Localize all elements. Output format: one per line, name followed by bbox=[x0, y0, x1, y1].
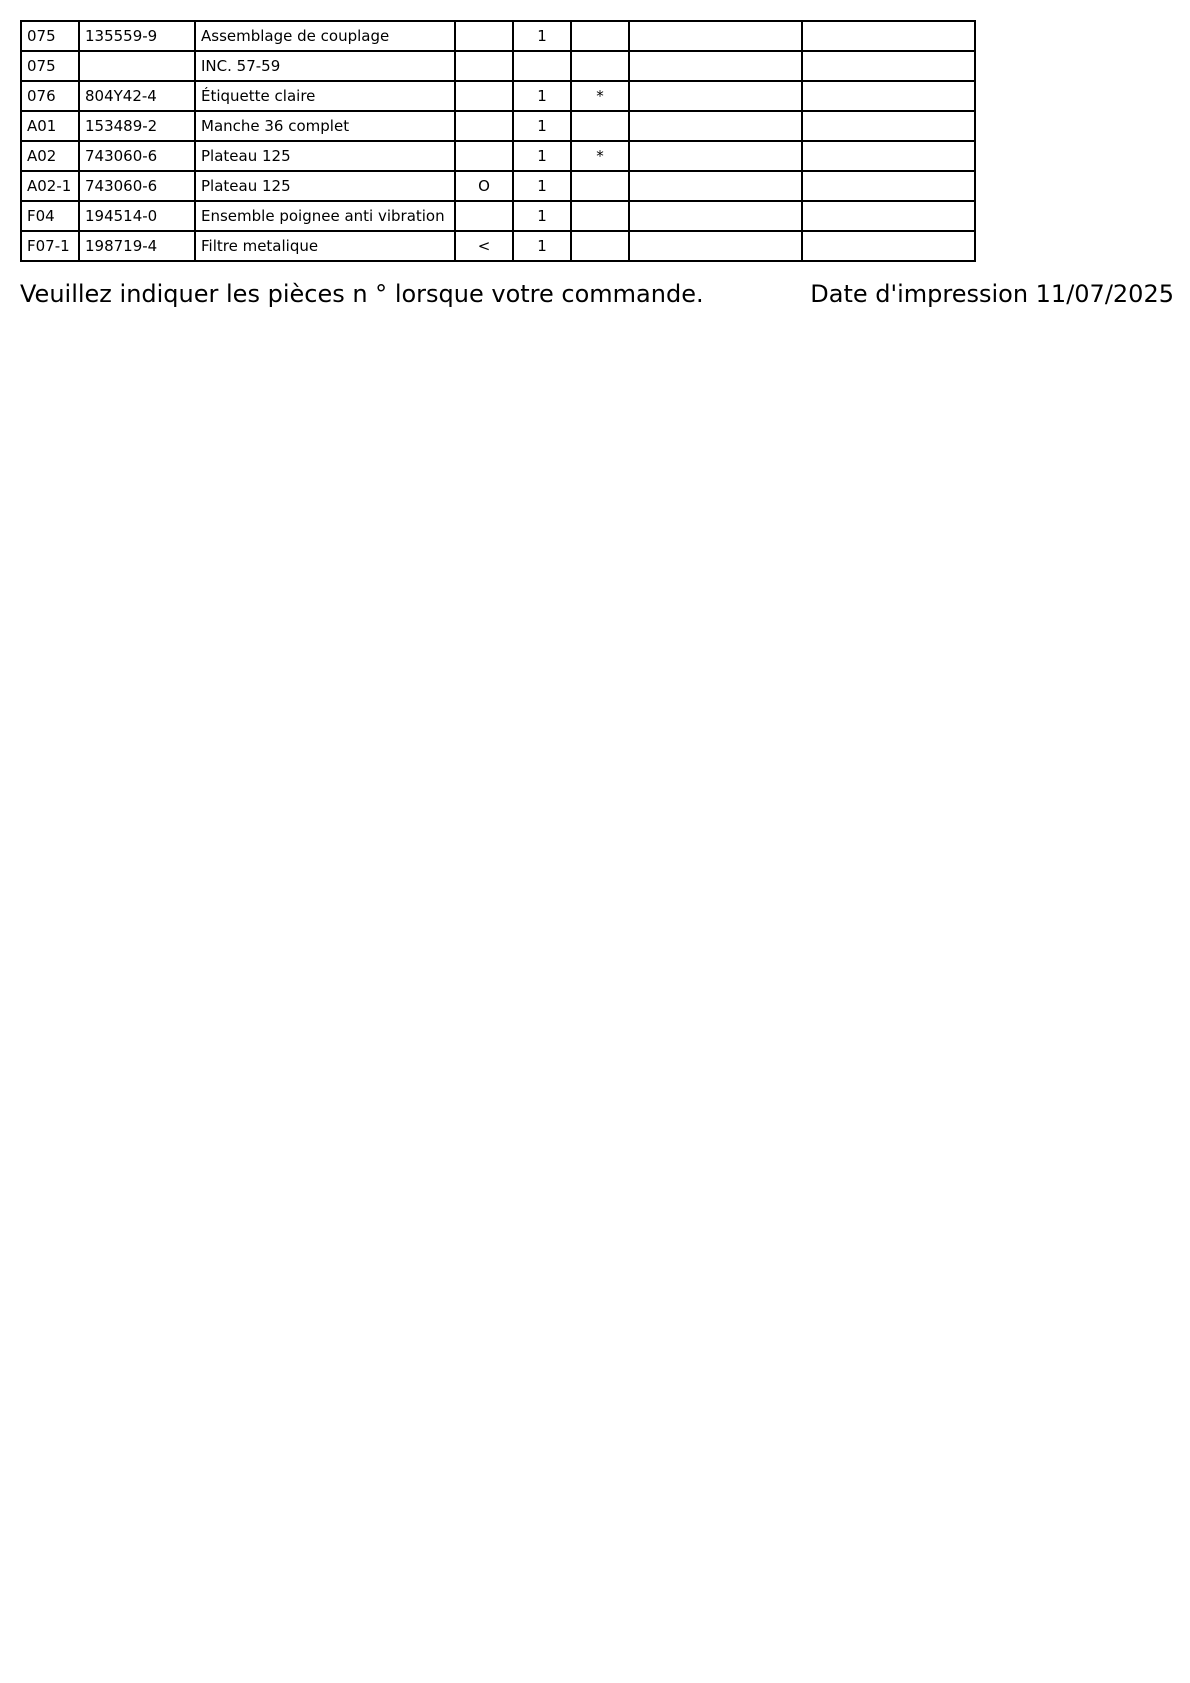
cell-note bbox=[571, 231, 629, 261]
cell-blank-2 bbox=[802, 201, 975, 231]
cell-mark bbox=[455, 201, 513, 231]
cell-quantity: 1 bbox=[513, 201, 571, 231]
cell-quantity: 1 bbox=[513, 111, 571, 141]
table-row bbox=[21, 51, 975, 81]
cell-ref: A01 bbox=[21, 111, 79, 141]
cell-part-number: 743060-6 bbox=[79, 171, 195, 201]
cell-part-number: 135559-9 bbox=[79, 21, 195, 51]
table-row bbox=[21, 111, 975, 141]
table-row bbox=[21, 141, 975, 171]
cell-blank-2 bbox=[802, 51, 975, 81]
cell-part-number: 743060-6 bbox=[79, 141, 195, 171]
cell-ref: 075 bbox=[21, 51, 79, 81]
cell-blank-2 bbox=[802, 111, 975, 141]
cell-quantity bbox=[513, 51, 571, 81]
parts-table-body bbox=[21, 21, 975, 261]
cell-mark bbox=[455, 21, 513, 51]
cell-description: INC. 57-59 bbox=[195, 51, 455, 81]
cell-description: Plateau 125 bbox=[195, 141, 455, 171]
cell-ref: F04 bbox=[21, 201, 79, 231]
cell-mark bbox=[455, 51, 513, 81]
cell-part-number: 198719-4 bbox=[79, 231, 195, 261]
parts-table bbox=[20, 20, 976, 262]
cell-note bbox=[571, 21, 629, 51]
cell-note bbox=[571, 111, 629, 141]
cell-ref: F07-1 bbox=[21, 231, 79, 261]
cell-description: Plateau 125 bbox=[195, 171, 455, 201]
cell-mark: O bbox=[455, 171, 513, 201]
cell-mark bbox=[455, 141, 513, 171]
cell-quantity: 1 bbox=[513, 231, 571, 261]
cell-blank-2 bbox=[802, 81, 975, 111]
table-row bbox=[21, 231, 975, 261]
cell-ref: A02 bbox=[21, 141, 79, 171]
cell-description: Assemblage de couplage bbox=[195, 21, 455, 51]
cell-blank-1 bbox=[629, 21, 802, 51]
cell-blank-2 bbox=[802, 231, 975, 261]
cell-ref: 075 bbox=[21, 21, 79, 51]
cell-description: Filtre metalique bbox=[195, 231, 455, 261]
cell-mark bbox=[455, 81, 513, 111]
table-row bbox=[21, 81, 975, 111]
cell-blank-1 bbox=[629, 111, 802, 141]
cell-note bbox=[571, 201, 629, 231]
table-row bbox=[21, 21, 975, 51]
cell-mark: < bbox=[455, 231, 513, 261]
cell-mark bbox=[455, 111, 513, 141]
cell-quantity: 1 bbox=[513, 81, 571, 111]
cell-note bbox=[571, 171, 629, 201]
cell-part-number: 153489-2 bbox=[79, 111, 195, 141]
cell-note: * bbox=[571, 141, 629, 171]
table-row bbox=[21, 171, 975, 201]
cell-blank-2 bbox=[802, 141, 975, 171]
cell-blank-1 bbox=[629, 141, 802, 171]
print-date: Date d'impression 11/07/2025 bbox=[810, 280, 1174, 308]
cell-blank-2 bbox=[802, 171, 975, 201]
cell-quantity: 1 bbox=[513, 171, 571, 201]
cell-quantity: 1 bbox=[513, 141, 571, 171]
cell-quantity: 1 bbox=[513, 21, 571, 51]
cell-description: Ensemble poignee anti vibration bbox=[195, 201, 455, 231]
cell-blank-1 bbox=[629, 81, 802, 111]
cell-blank-1 bbox=[629, 171, 802, 201]
cell-ref: A02-1 bbox=[21, 171, 79, 201]
table-row bbox=[21, 201, 975, 231]
cell-part-number bbox=[79, 51, 195, 81]
cell-description: Étiquette claire bbox=[195, 81, 455, 111]
cell-blank-1 bbox=[629, 201, 802, 231]
cell-blank-1 bbox=[629, 51, 802, 81]
order-instruction-note: Veuillez indiquer les pièces n ° lorsque votre commande. bbox=[20, 280, 704, 308]
cell-part-number: 804Y42-4 bbox=[79, 81, 195, 111]
cell-description: Manche 36 complet bbox=[195, 111, 455, 141]
cell-part-number: 194514-0 bbox=[79, 201, 195, 231]
cell-note: * bbox=[571, 81, 629, 111]
cell-note bbox=[571, 51, 629, 81]
cell-ref: 076 bbox=[21, 81, 79, 111]
cell-blank-2 bbox=[802, 21, 975, 51]
cell-blank-1 bbox=[629, 231, 802, 261]
